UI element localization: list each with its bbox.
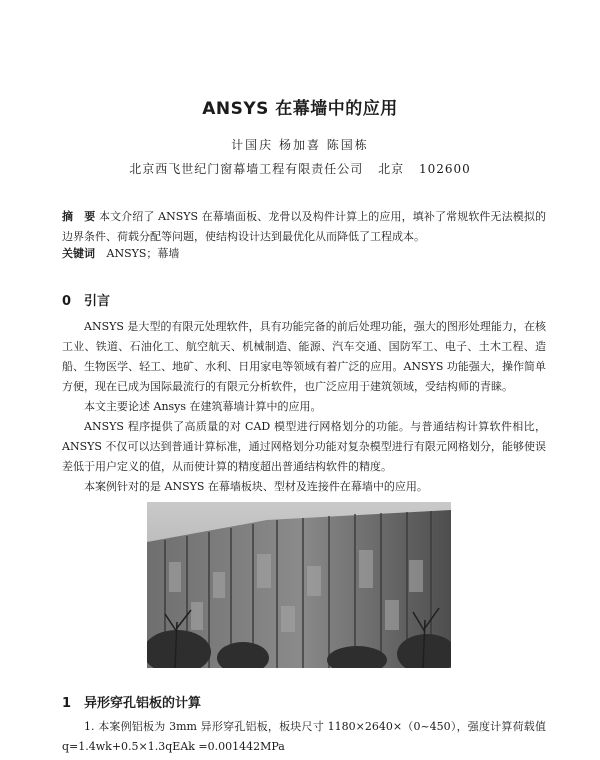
abstract-text: 本文介绍了 ANSYS 在幕墙面板、龙骨以及构件计算上的应用，填补了常规软件无法模拟的边界条件、荷载分配等问题，使结构设计达到最优化从而降低了工程成本。: [62, 210, 546, 243]
section-0-body: [62, 317, 546, 497]
keywords-text: ANSYS；幕墙: [106, 247, 180, 260]
section-1-heading: [62, 692, 201, 711]
facade-illustration: [147, 502, 451, 668]
affiliation-city: 北京: [378, 162, 405, 176]
section-0-number: 0: [62, 294, 72, 309]
affiliation-org: 北京西飞世纪门窗幕墙工程有限责任公司: [129, 162, 364, 176]
paragraph: 本文主要论述 Ansys 在建筑幕墙计算中的应用。: [84, 400, 322, 413]
abstract: [62, 207, 546, 247]
section-0-title: 引言: [84, 294, 111, 309]
keywords-label: 关键词: [62, 247, 95, 260]
affiliation: [0, 160, 600, 177]
paper-title: ANSYS 在幕墙中的应用: [202, 99, 398, 119]
affiliation-postcode: 102600: [418, 162, 471, 176]
keywords: [62, 244, 546, 264]
section-1-title: 异形穿孔铝板的计算: [84, 696, 202, 711]
paragraph: 本案例针对的是 ANSYS 在幕墙板块、型材及连接件在幕墙中的应用。: [84, 480, 428, 493]
section-1-body: [62, 717, 546, 757]
section-1-number: 1: [62, 696, 72, 711]
paragraph: 1. 本案例铝板为 3mm 异形穿孔铝板，板块尺寸 1180×2640×（0~450），强度计算荷载值 q=1.4wk+0.5×1.3qEAk =0.001442MPa: [62, 720, 546, 753]
section-0-heading: [62, 290, 110, 309]
paragraph: ANSYS 是大型的有限元处理软件，具有功能完备的前后处理功能，强大的图形处理能力，在核工业、铁道、石油化工、航空航天、机械制造、能源、汽车交通、国防军工、电子、土木工程、造船、生物医学、轻工、地矿、水利、日用家电等领域有着广泛的应用。ANSYS 功能强大，操作简单方便，现在已成为国际最流行的有限元分析软件，也广泛应用于建筑领域，受结构师的青睐。: [62, 320, 546, 393]
paragraph: ANSYS 程序提供了高质量的对 CAD 模型进行网格划分的功能。与普通结构计算软件相比，ANSYS 不仅可以达到普通计算标准，通过网格划分功能对复杂模型进行有限元网格划分，能够使误差低于用户定义的值，从而使计算的精度超出普通结构软件的精度。: [62, 420, 546, 473]
author-list: 计国庆 杨加喜 陈国栋: [231, 138, 369, 152]
abstract-label: 摘 要: [62, 210, 96, 223]
building-facade-photo: [147, 502, 451, 668]
